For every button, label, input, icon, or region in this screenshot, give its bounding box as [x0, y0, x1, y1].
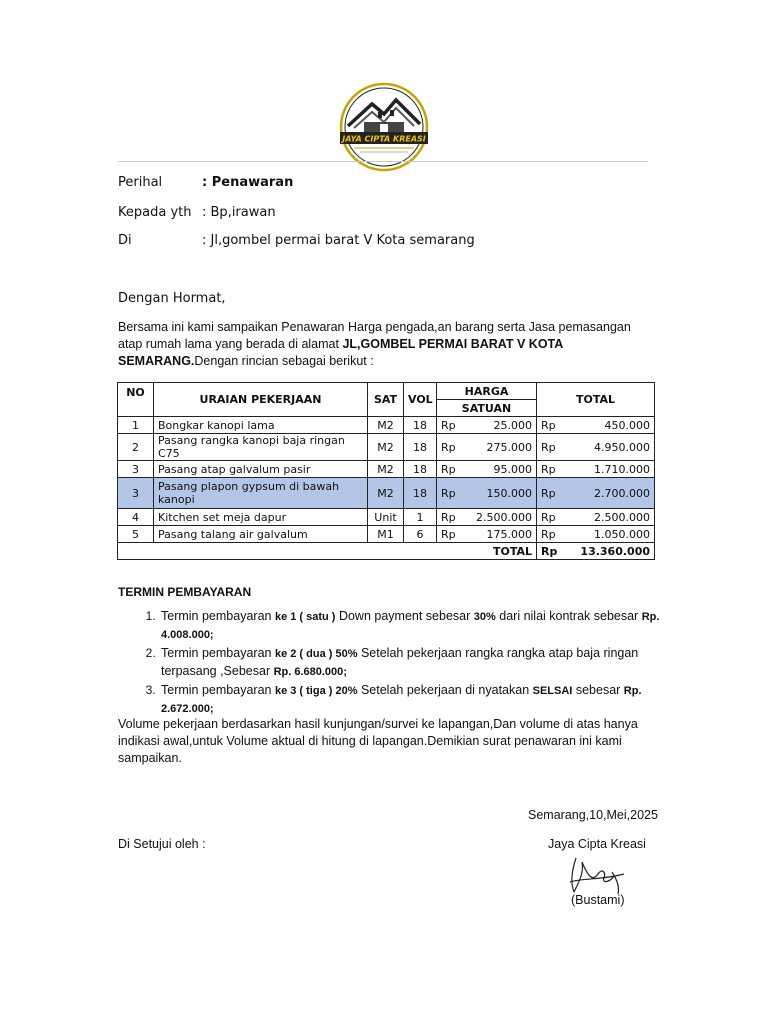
row-total-rp: Rp — [537, 509, 561, 526]
intro-address: JL,GOMBEL PERMAI BARAT V KOTA SEMARANG. — [118, 337, 563, 368]
row-no: 4 — [118, 509, 154, 526]
termin-item-2 — [159, 645, 679, 681]
row-harga: 25.000 — [462, 417, 537, 434]
col-satuan-header: SATUAN — [437, 400, 537, 417]
header-divider — [118, 161, 648, 162]
kepada-value: : Bp,irawan — [202, 205, 276, 220]
row-sat: M1 — [368, 526, 404, 543]
row-harga: 275.000 — [462, 434, 537, 461]
row-total: 1.050.000 — [561, 526, 655, 543]
total-rp: Rp — [537, 543, 561, 560]
table-row — [118, 434, 655, 461]
col-total-header: TOTAL — [537, 383, 655, 417]
row-vol: 6 — [404, 526, 437, 543]
row-uraian: Pasang plapon gypsum di bawah kanopi — [154, 478, 368, 509]
perihal-label: Perihal — [118, 175, 163, 190]
termin-item-3 — [159, 682, 679, 718]
row-harga-rp: Rp — [437, 478, 462, 509]
row-sat: Unit — [368, 509, 404, 526]
col-no-header: NO — [118, 383, 154, 417]
termin-status: SELSAI — [532, 685, 573, 697]
termin-stage: ke 3 ( tiga ) 20% — [274, 685, 358, 697]
col-harga-header: HARGA — [437, 383, 537, 400]
row-no: 1 — [118, 417, 154, 434]
signer-name: (Bustami) — [571, 893, 625, 907]
termin-text: Setelah pekerjaan rangka rangka atap baja ringan terpasang ,Sebesar — [161, 646, 639, 678]
col-uraian-header: URAIAN PEKERJAAN — [154, 383, 368, 417]
termin-stage: ke 1 ( satu ) — [274, 611, 336, 623]
row-sat: M2 — [368, 417, 404, 434]
row-no: 3 — [118, 478, 154, 509]
row-no: 2 — [118, 434, 154, 461]
row-sat: M2 — [368, 461, 404, 478]
row-total: 4.950.000 — [561, 434, 655, 461]
table-row-highlighted — [118, 478, 655, 509]
table-row — [118, 526, 655, 543]
logo-text: JAYA CIPTA KREASI — [342, 134, 426, 144]
row-harga: 2.500.000 — [462, 509, 537, 526]
row-total: 1.710.000 — [561, 461, 655, 478]
row-uraian: Pasang atap galvalum pasir — [154, 461, 368, 478]
kepada-label: Kepada yth — [118, 205, 192, 220]
total-label: TOTAL — [154, 543, 537, 560]
row-harga-rp: Rp — [437, 461, 462, 478]
row-total-rp: Rp — [537, 434, 561, 461]
row-total: 450.000 — [561, 417, 655, 434]
termin-text: dari nilai kontrak sebesar — [495, 609, 642, 623]
row-harga-rp: Rp — [437, 434, 462, 461]
row-vol: 1 — [404, 509, 437, 526]
row-harga: 175.000 — [462, 526, 537, 543]
row-total-rp: Rp — [537, 526, 561, 543]
termin-text: sebesar — [572, 683, 624, 697]
row-no: 3 — [118, 461, 154, 478]
termin-stage: ke 2 ( dua ) 50% — [274, 648, 358, 660]
offer-table — [117, 382, 655, 560]
termin-list — [117, 608, 679, 719]
greeting: Dengan Hormat, — [118, 291, 226, 306]
row-harga: 150.000 — [462, 478, 537, 509]
termin-text: Termin pembayaran — [161, 646, 275, 660]
row-total: 2.500.000 — [561, 509, 655, 526]
row-vol: 18 — [404, 434, 437, 461]
termin-amount: Rp. 2.672.000; — [161, 685, 642, 715]
termin-text: Down payment sebesar — [335, 609, 474, 623]
row-uraian: Bongkar kanopi lama — [154, 417, 368, 434]
total-empty-cell — [118, 543, 154, 560]
table-row — [118, 417, 655, 434]
intro-paragraph — [118, 319, 643, 370]
termin-amount: Rp. 6.680.000; — [273, 666, 347, 678]
volume-note: Volume pekerjaan berdasarkan hasil kunjungan/survei ke lapangan,Dan volume di atas hanya indikasi awal,untuk Volume aktual di hitung di lapangan.Demikian surat penawaran ini kami sampaikan. — [118, 717, 638, 765]
termin-percent: 30% — [473, 611, 496, 623]
row-harga-rp: Rp — [437, 417, 462, 434]
table-row — [118, 509, 655, 526]
table-row — [118, 461, 655, 478]
row-vol: 18 — [404, 461, 437, 478]
di-label: Di — [118, 233, 132, 248]
intro-part2: Dengan rincian sebagai berikut : — [194, 354, 374, 368]
company-name: Jaya Cipta Kreasi — [548, 837, 646, 851]
termin-title: TERMIN PEMBAYARAN — [118, 585, 252, 599]
intro-part1: Bersama ini kami sampaikan Penawaran Harga pengada,an barang serta Jasa pemasangan atap rumah lama yang berada di alamat — [118, 320, 631, 351]
row-total: 2.700.000 — [561, 478, 655, 509]
total-value: 13.360.000 — [561, 543, 655, 560]
row-uraian: Pasang talang air galvalum — [154, 526, 368, 543]
row-sat: M2 — [368, 478, 404, 509]
row-total-rp: Rp — [537, 417, 561, 434]
row-uraian: Pasang rangka kanopi baja ringan C75 — [154, 434, 368, 461]
row-no: 5 — [118, 526, 154, 543]
col-sat-header: SAT — [368, 383, 404, 417]
row-harga: 95.000 — [462, 461, 537, 478]
perihal-value: : Penawaran — [202, 175, 294, 190]
company-logo — [334, 82, 434, 172]
approved-label: Di Setujui oleh : — [118, 837, 206, 851]
row-sat: M2 — [368, 434, 404, 461]
termin-amount: Rp. 4.008.000; — [161, 611, 660, 641]
row-total-rp: Rp — [537, 461, 561, 478]
row-vol: 18 — [404, 478, 437, 509]
termin-item-1 — [159, 608, 679, 644]
row-harga-rp: Rp — [437, 509, 462, 526]
termin-text: Termin pembayaran — [161, 609, 275, 623]
row-harga-rp: Rp — [437, 526, 462, 543]
row-uraian: Kitchen set meja dapur — [154, 509, 368, 526]
termin-text: Setelah pekerjaan di nyatakan — [357, 683, 533, 697]
di-value: : Jl,gombel permai barat V Kota semarang — [202, 233, 475, 248]
col-vol-header: VOL — [404, 383, 437, 417]
row-total-rp: Rp — [537, 478, 561, 509]
place-date: Semarang,10,Mei,2025 — [528, 808, 658, 822]
row-vol: 18 — [404, 417, 437, 434]
total-row — [118, 543, 655, 560]
termin-text: Termin pembayaran — [161, 683, 275, 697]
